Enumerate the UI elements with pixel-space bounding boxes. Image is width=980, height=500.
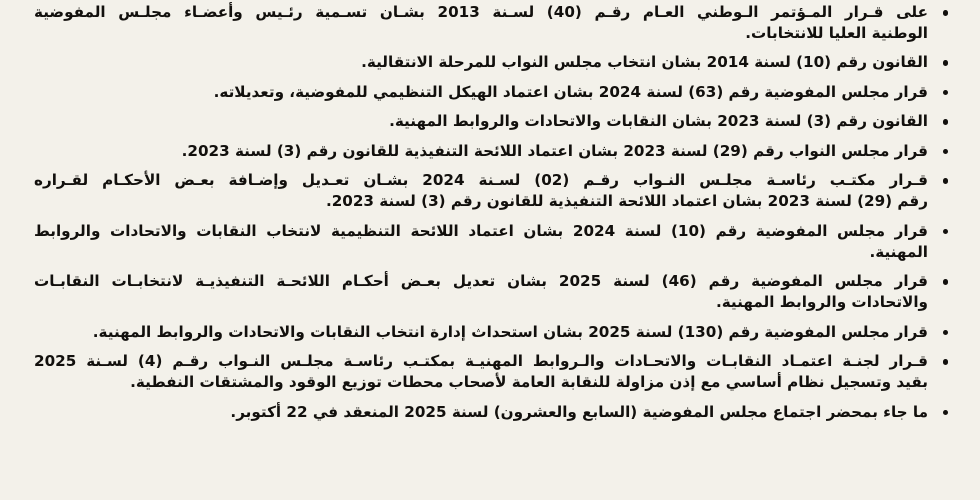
list-item	[34, 2, 954, 44]
list-item-line: قرار مجلس المفوضية رقم (46) لسنة 2025 بشان تعديل بعـض أحكـام اللائحـة التنفيذيـة لانتخابـات النقابـات	[34, 272, 928, 291]
list-item-line: قرار مجلس النواب رقم (29) لسنة 2023 بشان اعتماد اللائحة التنفيذية للقانون رقم (3) لسنة 2023.	[181, 141, 928, 160]
list-item	[34, 221, 954, 263]
list-item	[34, 52, 954, 73]
list-item	[34, 402, 954, 423]
list-item	[34, 322, 954, 343]
list-item-line: الوطنية العليا للانتخابات.	[745, 23, 928, 42]
list-item-line: والاتحادات والروابط المهنية.	[715, 293, 928, 312]
list-item	[34, 351, 954, 393]
list-item-line: القانون رقم (3) لسنة 2023 بشان النقابات والاتحادات والروابط المهنية.	[389, 112, 928, 131]
list-item-line: القانون رقم (10) لسنة 2014 بشان انتخاب مجلس النواب للمرحلة الانتقالية.	[361, 53, 928, 72]
list-item	[34, 141, 954, 162]
list-item	[34, 170, 954, 212]
list-item-line: قرار مجلس المفوضية رقم (10) لسنة 2024 بشان اعتماد اللائحة التنظيمية لانتخاب النقابات والاتحادات والروابط المهنية.	[34, 221, 928, 261]
list-item	[34, 82, 954, 103]
list-item-line: ما جاء بمحضر اجتماع مجلس المفوضية (السابع والعشرون) لسنة 2025 المنعقد في 22 أكتوبر.	[230, 402, 928, 421]
list-item-line: قـرار لجنـة اعتمـاد النقابـات والاتحـادات والـروابط المهنيـة بمكتـب رئاسـة مجلـس النـواب رقـم (4) لسـنة 2025	[34, 352, 928, 371]
legal-references-list	[34, 2, 954, 423]
list-item-line: قرار مجلس المفوضية رقم (63) لسنة 2024 بشان اعتماد الهيكل التنظيمي للمفوضية، وتعديلاته.	[213, 82, 928, 101]
list-item	[34, 111, 954, 132]
list-item-line: بقيد وتسجيل نظام أساسي مع إذن مزاولة للنقابة العامة لأصحاب محطات توزيع الوقود والمشتقات النفطية.	[130, 373, 928, 392]
list-item-line: رقم (29) لسنة 2023 بشان اعتماد اللائحة التنفيذية للقانون رقم (3) لسنة 2023.	[325, 192, 928, 211]
list-item-line: على قـرار المـؤتمر الـوطني العـام رقـم (40) لسـنة 2013 بشـان تسـمية رئـيس وأعضـاء مجلـس المفوضية	[34, 3, 929, 21]
list-item	[34, 271, 954, 313]
list-item-line: قـرار مكتـب رئاسـة مجلـس النـواب رقـم (02) لسـنة 2024 بشـان تعـديل وإضـافة بعـض الأحكـام لقـراره	[34, 171, 928, 190]
list-item-line: قرار مجلس المفوضية رقم (130) لسنة 2025 بشان استحداث إدارة انتخاب النقابات والاتحادات والروابط المهنية.	[92, 322, 928, 341]
